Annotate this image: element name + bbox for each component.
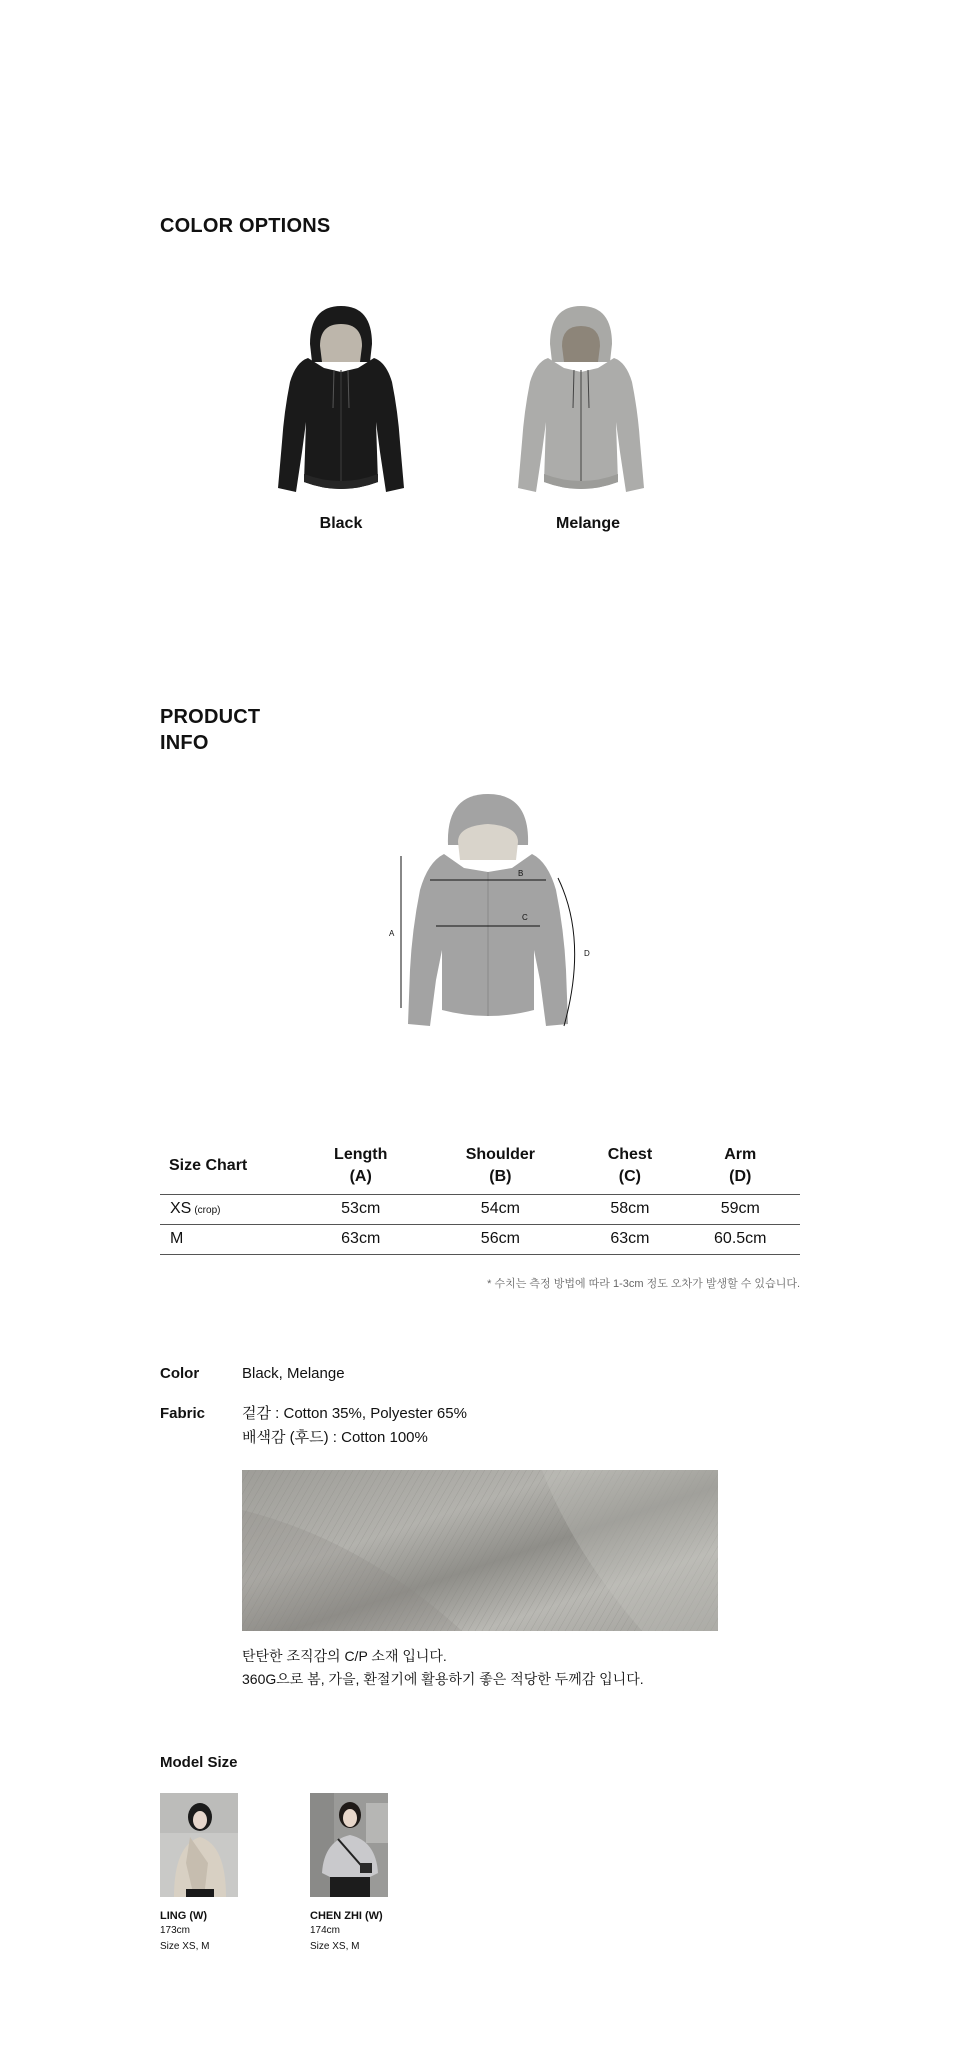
product-info-title-line2: INFO	[160, 732, 209, 754]
color-label-melange: Melange	[555, 515, 620, 532]
diagram-label-b: B	[518, 869, 524, 878]
color-key: Color	[160, 1365, 200, 1382]
diagram-label-a: A	[389, 929, 395, 938]
measurement-diagram	[380, 790, 600, 1030]
table-cell: 63cm	[300, 1224, 421, 1254]
diagram-label-d: D	[584, 949, 590, 958]
fabric-value	[242, 1402, 467, 1450]
table-cell: 53cm	[300, 1194, 421, 1224]
model-height-chen-zhi: 174cm	[310, 1925, 341, 1936]
size-cell: M	[160, 1224, 300, 1254]
color-label-black: Black	[319, 515, 363, 532]
table-cell: 56cm	[421, 1224, 579, 1254]
size-chart-col-length: Length (A)	[334, 1145, 388, 1185]
model-height-ling: 173cm	[160, 1925, 191, 1936]
size-cell: XS (crop)	[160, 1194, 300, 1224]
size-chart-col-chest: Chest (C)	[607, 1145, 653, 1185]
fabric-description	[242, 1645, 644, 1691]
hoodie-black-image[interactable]	[266, 302, 416, 502]
fabric-swatch-image	[242, 1470, 718, 1631]
model-name-ling: LING (W)	[160, 1910, 208, 1922]
color-value: Black, Melange	[242, 1365, 345, 1382]
table-cell: 60.5cm	[681, 1224, 800, 1254]
diagram-label-c: C	[522, 913, 528, 922]
table-cell: 63cm	[579, 1224, 680, 1254]
model-card-ling	[160, 1793, 300, 1954]
model-name-chen-zhi: CHEN ZHI (W)	[310, 1910, 383, 1922]
size-chart-header-row	[160, 1138, 800, 1194]
table-row	[160, 1224, 800, 1254]
fabric-desc-line-1: 탄탄한 조직감의 C/P 소재 입니다.	[242, 1648, 447, 1664]
model-size-ling: Size XS, M	[160, 1941, 210, 1952]
table-cell: 58cm	[579, 1194, 680, 1224]
size-chart-col-arm: Arm (D)	[724, 1145, 757, 1185]
color-options-title: COLOR OPTIONS	[160, 215, 331, 237]
table-cell: 54cm	[421, 1194, 579, 1224]
size-chart-header: Size Chart	[169, 1156, 248, 1174]
fabric-line-2: 배색감 (후드) : Cotton 100%	[242, 1429, 428, 1446]
hoodie-melange-image[interactable]	[506, 302, 656, 502]
table-row	[160, 1194, 800, 1224]
size-chart-table	[160, 1138, 800, 1255]
product-info-title	[160, 704, 260, 756]
table-cell: 59cm	[681, 1194, 800, 1224]
fabric-line-1: 겉감 : Cotton 35%, Polyester 65%	[242, 1405, 467, 1422]
size-disclaimer: * 수치는 측정 방법에 따라 1-3cm 정도 오차가 발생할 수 있습니다.	[487, 1278, 800, 1290]
size-chart-col-shoulder: Shoulder (B)	[465, 1145, 536, 1185]
model-photo-ling[interactable]	[160, 1793, 238, 1897]
model-size-chen-zhi: Size XS, M	[310, 1941, 360, 1952]
fabric-desc-line-2: 360G으로 봄, 가을, 환절기에 활용하기 좋은 적당한 두께감 입니다.	[242, 1671, 644, 1687]
product-info-title-line1: PRODUCT	[160, 706, 261, 728]
fabric-key: Fabric	[160, 1405, 206, 1422]
model-size-title: Model Size	[160, 1754, 238, 1771]
model-card-chen-zhi	[310, 1793, 450, 1954]
model-photo-chen-zhi[interactable]	[310, 1793, 388, 1897]
